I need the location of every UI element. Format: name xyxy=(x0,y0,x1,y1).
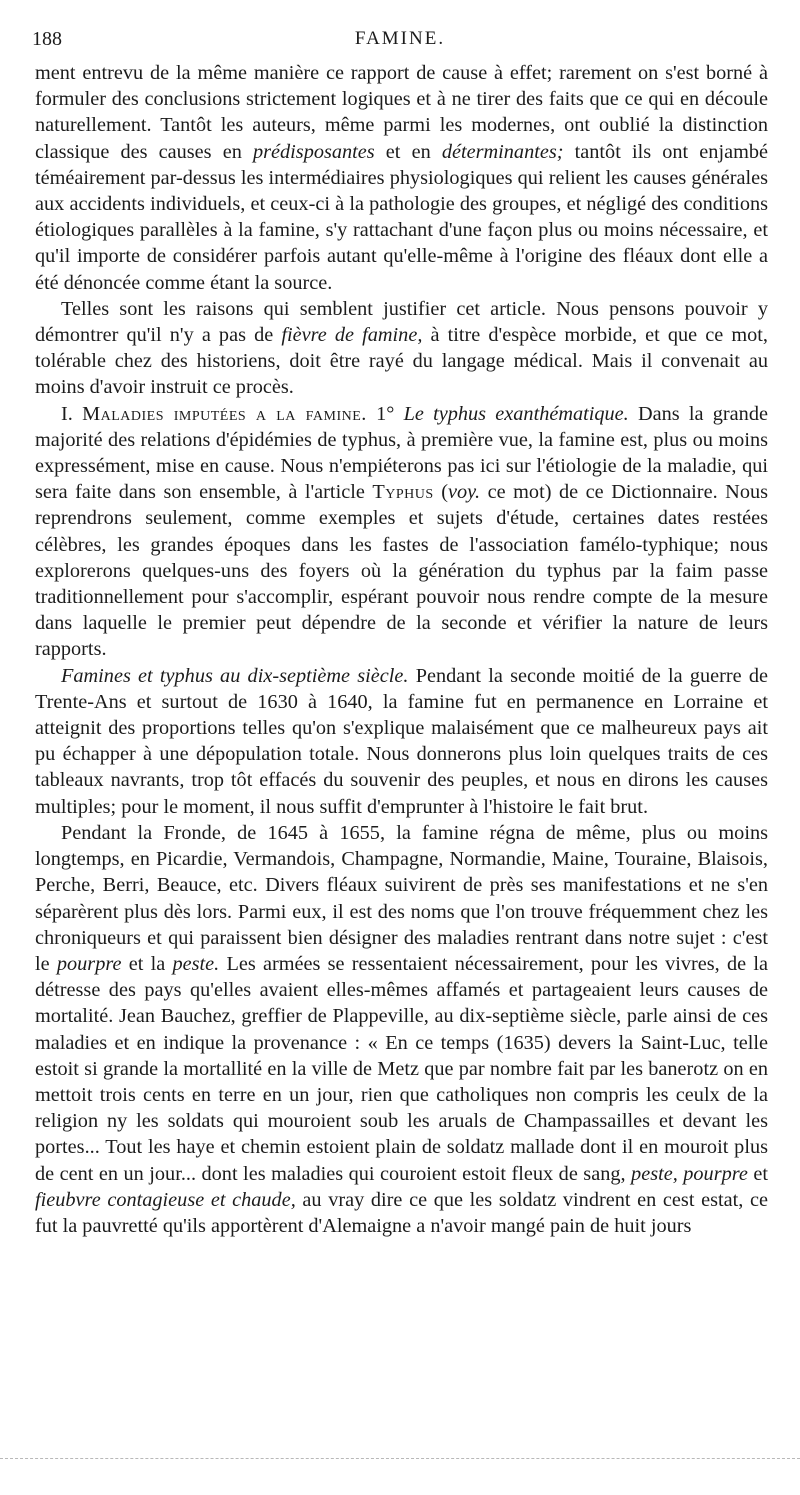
footer-scan-edge xyxy=(0,1458,800,1459)
emphasis: déterminantes; xyxy=(441,140,564,163)
paragraph: Pendant la Fronde, de 1645 à 1655, la famine régna de même, plus ou moins longtemps, en Picardie, Vermandois, Champagne, Normandie, Maine, Touraine, Blaisois, Perche, Berri, Beauce, etc. Divers fléaux suivirent de près ses manifestations et ne s'en séparèrent plus dès lors. Parmi eux, il est des noms que l'on trouve fréquemment chez les chroniqueurs et qui paraissent bien désigner des maladies rentrant dans notre sujet : c'est le pourpre et la peste. Les armées se ressentaient nécessairement, pour les vivres, de la détresse des pays qu'elles avaient elles-mêmes affamés et partageaient leurs causes de mortalité. Jean Bauchez, greffier de Plappeville, au dix-septième siècle, parle ainsi de ces maladies et en indique la provenance : « En ce temps (1635) devers la Saint-Luc, telle estoit si grande la mortallité en la ville de Metz que par nombre fait par les banerotz on en mettoit trois cents en terre en un jour, rien que catholiques non compris les ceulx de la religion ny les soldats qui mouroient soub les aruals de Champassailles et devant les portes... Tout les haye et chemin estoient plain de soldatz mallade dont il en mouroit plus de cent en un jour... dont les maladies qui couroient estoit fleux de sang, peste, pourpre et fieubvre contagieuse et chaude, au vray dire ce que les soldatz vindrent en cest estat, ce fut la pauvretté qu'ils apportèrent d'Alemaigne a n'avoir mangé pain de huit jours xyxy=(35,821,768,1237)
paragraph: Telles sont les raisons qui semblent justifier cet article. Nous pensons pouvoir y démontrer qu'il n'y a pas de fièvre de famine, à titre d'espèce morbide, et que ce mot, tolérable chez des historiens, doit être rayé du langage médical. Mais il convenait au moins d'avoir instruit ce procès. xyxy=(35,297,769,399)
running-title: FAMINE. xyxy=(354,28,446,49)
emphasis: peste. xyxy=(172,952,220,975)
emphasis: pourpre xyxy=(56,952,122,975)
body-text xyxy=(35,60,768,1239)
page-header xyxy=(32,28,768,54)
section-heading: Maladies imputées a la famine. xyxy=(82,402,367,425)
page-number: 188 xyxy=(32,28,62,50)
subsection-heading: Famines et typhus au dix-septième siècle. xyxy=(61,664,409,687)
paragraph: Famines et typhus au dix-septième siècle. Pendant la seconde moitié de la guerre de Trente-Ans et surtout de 1630 à 1640, la famine fut en permanence en Lorraine et atteignit des proportions telles qu'on s'explique malaisément que ce malheureux pays ait pu échapper à une dépopulation totale. Nous donnerons plus loin quelques traits de ces tableaux navrants, trop tôt effacés du souvenir des peuples, et nous en dirons les causes multiples; pour le moment, il nous suffit d'emprunter à l'histoire le fait brut. xyxy=(35,664,768,818)
emphasis: prédisposantes xyxy=(252,140,375,163)
emphasis: fièvre de famine, xyxy=(281,324,423,347)
subsection-heading: Le typhus exanthématique. xyxy=(403,402,629,425)
cross-reference: Typhus xyxy=(372,481,434,504)
emphasis: fieubvre contagieuse et chaude, xyxy=(35,1188,296,1211)
section-paragraph: I. Maladies imputées a la famine. 1° Le typhus exanthématique. Dans la grande majorité des relations d'épidémies de typhus, à première vue, la famine est, plus ou moins expressément, mise en cause. Nous n'empiéterons pas ici sur l'étiologie de la maladie, qui sera faite dans son ensemble, à l'article Typhus (voy. ce mot) de ce Dictionnaire. Nous reprendrons seulement, comme exemples et sujets d'étude, certaines dates restées célèbres, les grandes époques dans les fastes de l'association famélo-typhique; nous explorerons quelques-uns des foyers où la génération du typhus par la faim passe traditionnellement pour s'accomplir, espérant pouvoir nous rendre compte de la mesure dans laquelle le premier peut dépendre de la seconde et vérifier la nature de leurs rapports. xyxy=(35,402,768,661)
emphasis: peste, pourpre xyxy=(631,1162,748,1185)
paragraph-continuation: ment entrevu de la même manière ce rapport de cause à effet; rarement on s'est borné à formuler des conclusions strictement logiques et à ne tirer des faits que ce qui en découle naturellement. Tantôt les auteurs, même parmi les modernes, ont oublié la distinction classique des causes en prédisposantes et en déterminantes; tantôt ils ont enjambé téméairement par-dessus les intermédiaires physiologiques qui relient les causes générales aux accidents individuels, et ceux-ci à la pathologie des groupes, et négligé des conditions étiologiques parallèles à la famine, s'y rattachant d'une façon plus ou moins nécessaire, et qu'il importe de considérer parfois autant qu'elle-même à l'origine des fléaux dont elle a été dénoncée comme étant la source. xyxy=(35,62,768,294)
